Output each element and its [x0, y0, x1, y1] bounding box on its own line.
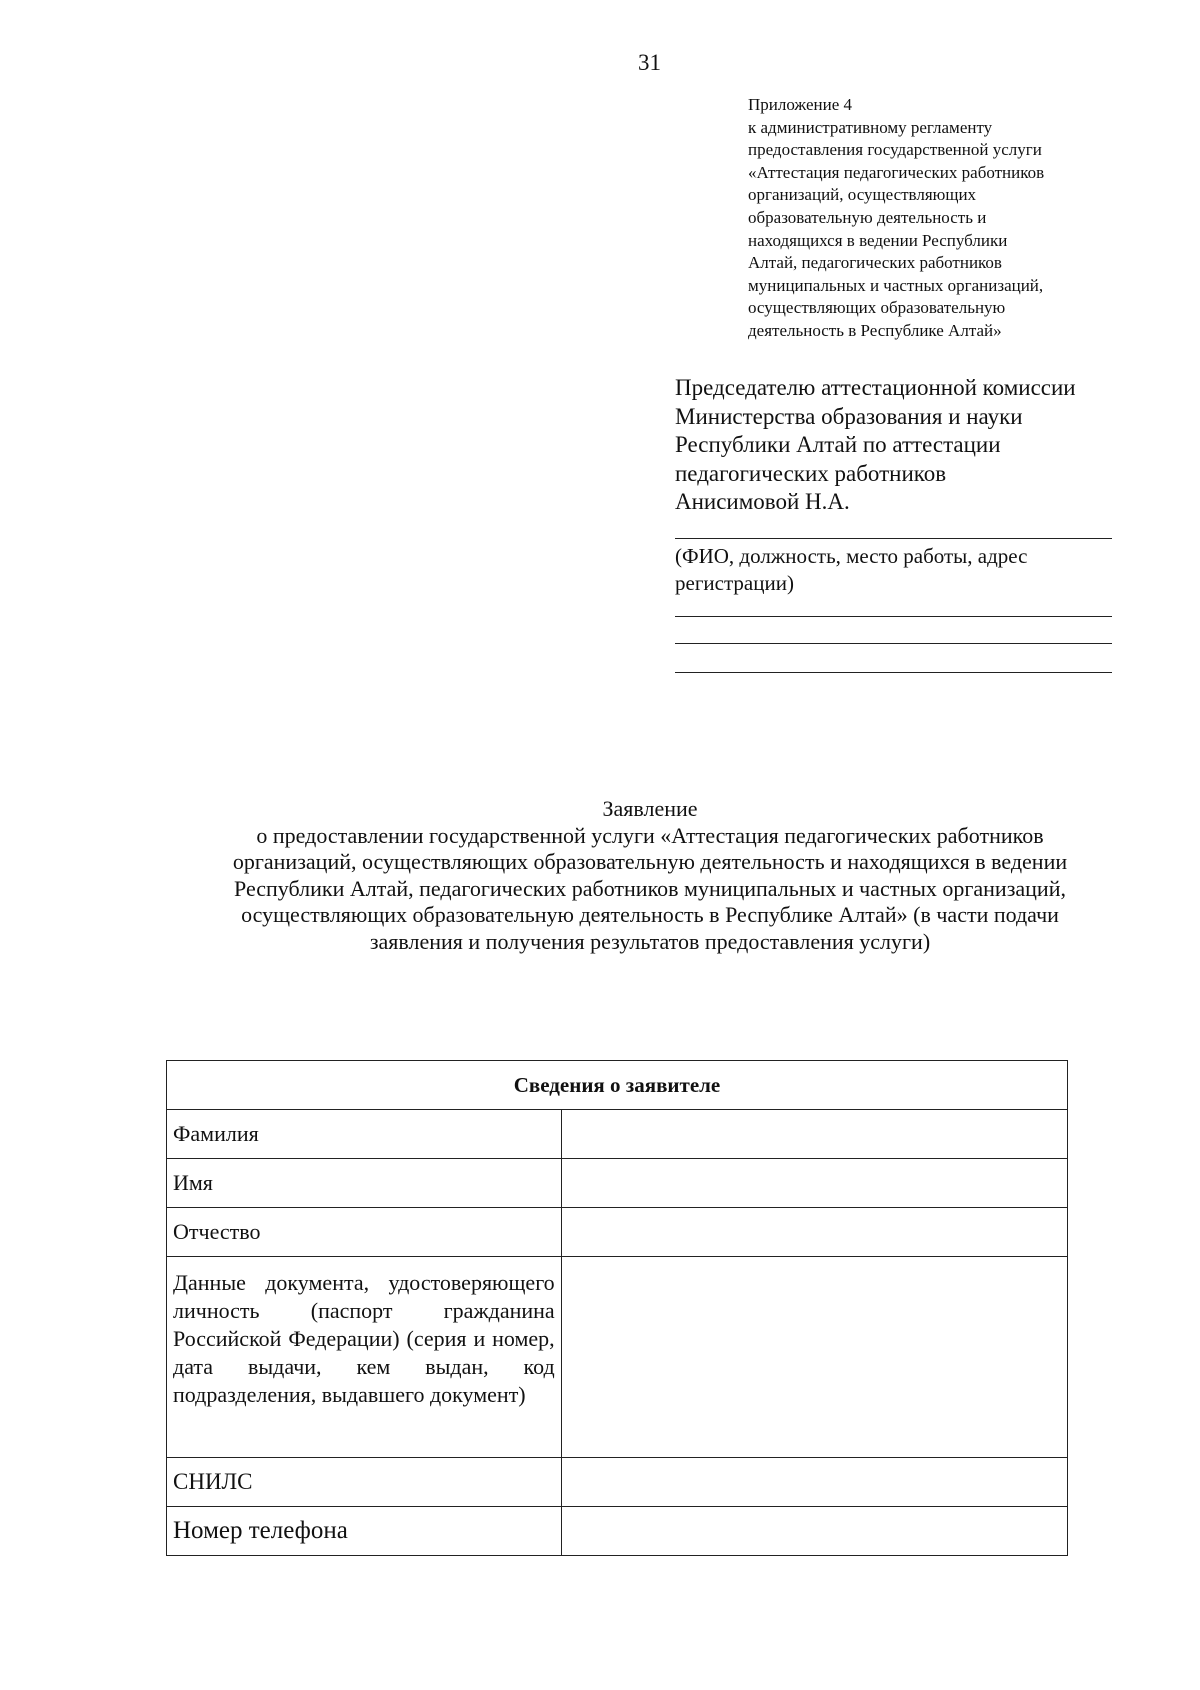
appendix-line: к административному регламенту	[748, 117, 993, 137]
statement-line: заявления и получения результатов предоставления услуги)	[369, 928, 931, 954]
table-row	[167, 1458, 1068, 1507]
addressee-line: Председателю аттестационной комиссии	[675, 375, 1076, 400]
statement-line: Республики Алтай, педагогических работников муниципальных и частных организаций,	[234, 875, 1066, 901]
surname-label: Фамилия	[167, 1110, 562, 1159]
patronymic-label: Отчество	[167, 1208, 562, 1257]
table-header: Сведения о заявителе	[167, 1061, 1068, 1110]
first-name-field[interactable]	[561, 1159, 1067, 1208]
table-row	[167, 1208, 1068, 1257]
address-blank-line[interactable]	[675, 672, 1112, 673]
appendix-line: Приложение 4	[748, 95, 852, 114]
phone-field[interactable]	[561, 1507, 1067, 1556]
appendix-line: находящихся в ведении Республики	[748, 230, 1008, 250]
address-blank-line[interactable]	[675, 616, 1112, 617]
appendix-line: предоставления государственной услуги	[748, 140, 1042, 160]
statement-line: о предоставлении государственной услуги «Аттестация педагогических работников	[256, 822, 1044, 848]
fio-hint-line: (ФИО, должность, место работы, адрес	[675, 544, 1028, 568]
snils-field[interactable]	[561, 1458, 1067, 1507]
identity-document-field[interactable]	[561, 1257, 1067, 1458]
fio-hint	[675, 543, 1115, 597]
appendix-line: осуществляющих образовательную	[748, 298, 1006, 318]
identity-document-label: Данные документа, удостоверяющего личность (паспорт гражданина Российской Федерации) (серия и номер, дата выдачи, кем выдан, код подразделения, выдавшего документ)	[167, 1257, 562, 1458]
addressee-line: Республики Алтай по аттестации	[675, 432, 1001, 457]
snils-label: СНИЛС	[167, 1458, 562, 1507]
addressee-line: Министерства образования и науки	[675, 403, 1023, 429]
page-number: 31	[638, 50, 661, 75]
appendix-line: муниципальных и частных организаций,	[748, 275, 1044, 295]
appendix-line: образовательную деятельность и	[748, 207, 987, 227]
appendix-line: деятельность в Республике Алтай»	[748, 320, 1002, 340]
table-row	[167, 1159, 1068, 1208]
addressee-line: педагогических работников	[675, 460, 947, 486]
table-row	[167, 1507, 1068, 1556]
surname-field[interactable]	[561, 1110, 1067, 1159]
statement-line: осуществляющих образовательную деятельность в Республике Алтай» (в части подачи	[241, 902, 1059, 927]
phone-label: Номер телефона	[167, 1507, 562, 1556]
statement-line: организаций, осуществляющих образовательную деятельность и находящихся в ведении	[232, 849, 1068, 874]
appendix-line: организаций, осуществляющих	[748, 185, 977, 205]
appendix-line: «Аттестация педагогических работников	[748, 162, 1045, 182]
applicant-info-table	[166, 1060, 1068, 1556]
statement-heading	[150, 796, 1150, 955]
addressee-line: Анисимовой Н.А.	[675, 489, 850, 514]
first-name-label: Имя	[167, 1159, 562, 1208]
appendix-line: Алтай, педагогических работников	[748, 253, 1002, 273]
fio-hint-line: регистрации)	[675, 571, 794, 595]
table-row	[167, 1257, 1068, 1458]
statement-title: Заявление	[602, 796, 698, 821]
appendix-note	[748, 94, 1128, 343]
patronymic-field[interactable]	[561, 1208, 1067, 1257]
address-blank-line[interactable]	[675, 643, 1112, 644]
fio-blank-line[interactable]	[675, 538, 1112, 539]
addressee-block	[675, 374, 1115, 517]
table-row	[167, 1110, 1068, 1159]
